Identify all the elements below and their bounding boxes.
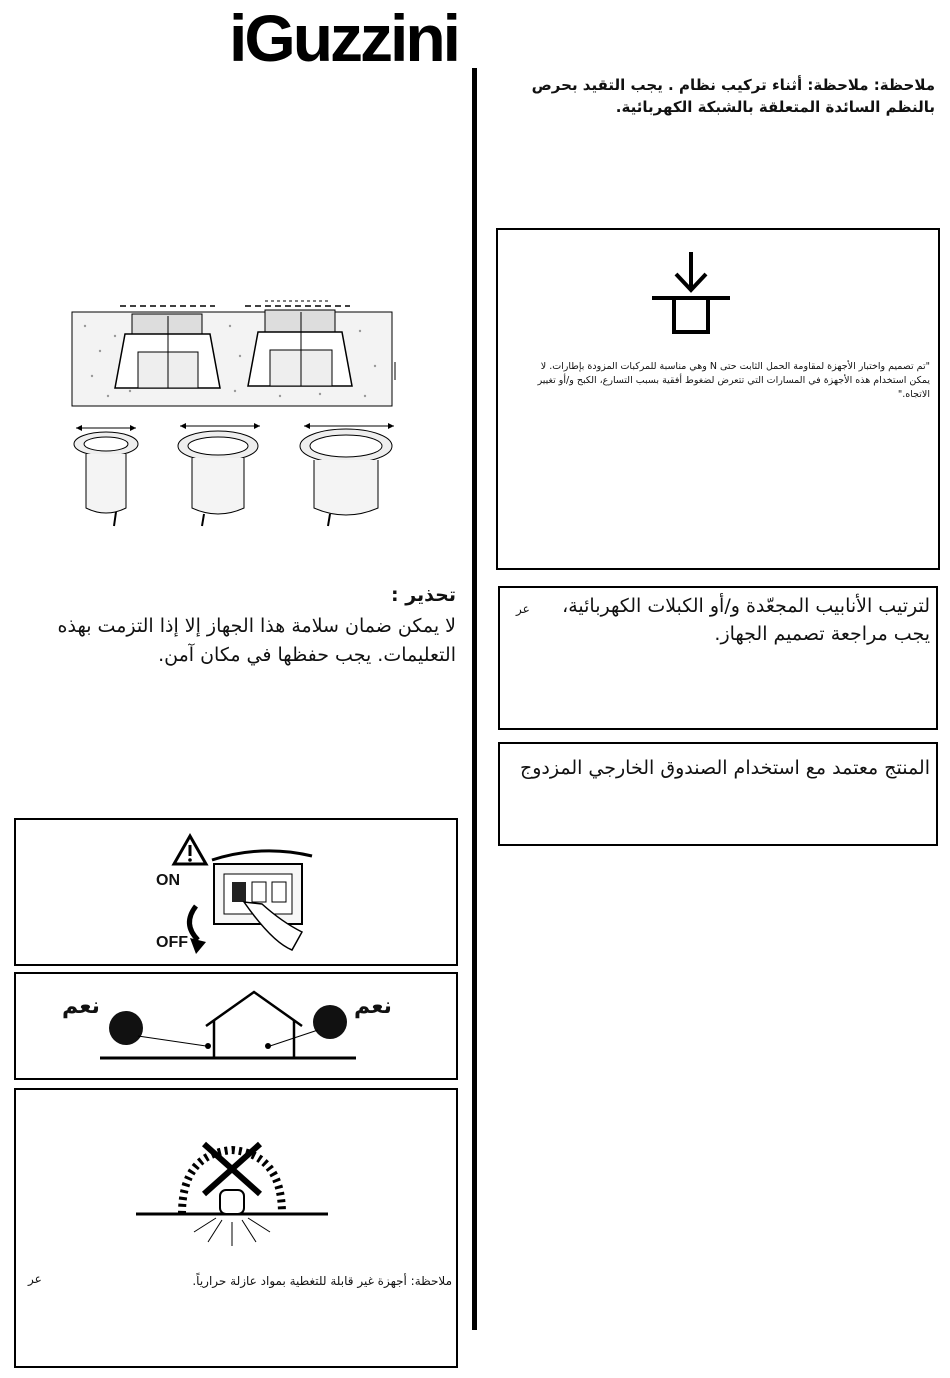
pipes-box: [498, 586, 938, 730]
yes-left-label: نعم: [62, 994, 100, 1019]
yes-right-label: نعم: [354, 994, 392, 1019]
brand-logo: iGuzzini: [229, 1, 458, 75]
language-code: عر: [516, 602, 530, 616]
pipes-text: لترتيب الأنابيب المجعّدة و/أو الكبلات الكهربائية، يجب مراجعة تصميم الجهاز.: [562, 595, 930, 645]
insulation-note: ملاحظة: أجهزة غير قابلة للتغطية بمواد عازلة حرارياً.: [192, 1274, 452, 1288]
warning-body: لا يمكن ضمان سلامة هذا الجهاز إلا إذا التزمت بهذه التعليمات. يجب حفظها في مكان آمن.: [57, 615, 456, 666]
installation-note: ملاحظة: ملاحظة: أثناء تركيب نظام . يجب التقيد بحرص بالنظم السائدة المتعلقة بالشبكة الكهربائية.: [531, 76, 935, 116]
power-off-box: [14, 818, 458, 966]
warning-title: تحذير :: [391, 584, 456, 606]
column-divider: [472, 68, 477, 1330]
approval-text: المنتج معتمد مع استخدام الصندوق الخارجي المزدوج: [519, 757, 930, 779]
off-label: OFF: [156, 934, 188, 951]
on-label: ON: [156, 872, 180, 889]
approval-box: [498, 742, 938, 846]
load-rating-box: [496, 228, 940, 570]
load-rating-text: "تم تصميم واختبار الأجهزة لمقاومة الحمل الثابت حتى N وهي مناسبة للمركبات المزودة بإطارات. لا يمكن استخدام هذه الأجهزة في المسارات التي تتعرض لضغوط أفقية بسبب التسارع، الكبح و/أو تغيير الاتجاه.": [537, 361, 930, 400]
house-diagram: [96, 986, 396, 1068]
language-code: عر: [28, 1272, 42, 1286]
vertical-load-icon: [648, 248, 734, 338]
indoor-outdoor-box: [14, 972, 458, 1080]
installation-illustration: [70, 296, 400, 531]
no-insulation-box: [14, 1088, 458, 1368]
no-cover-illustration: [132, 1134, 332, 1254]
